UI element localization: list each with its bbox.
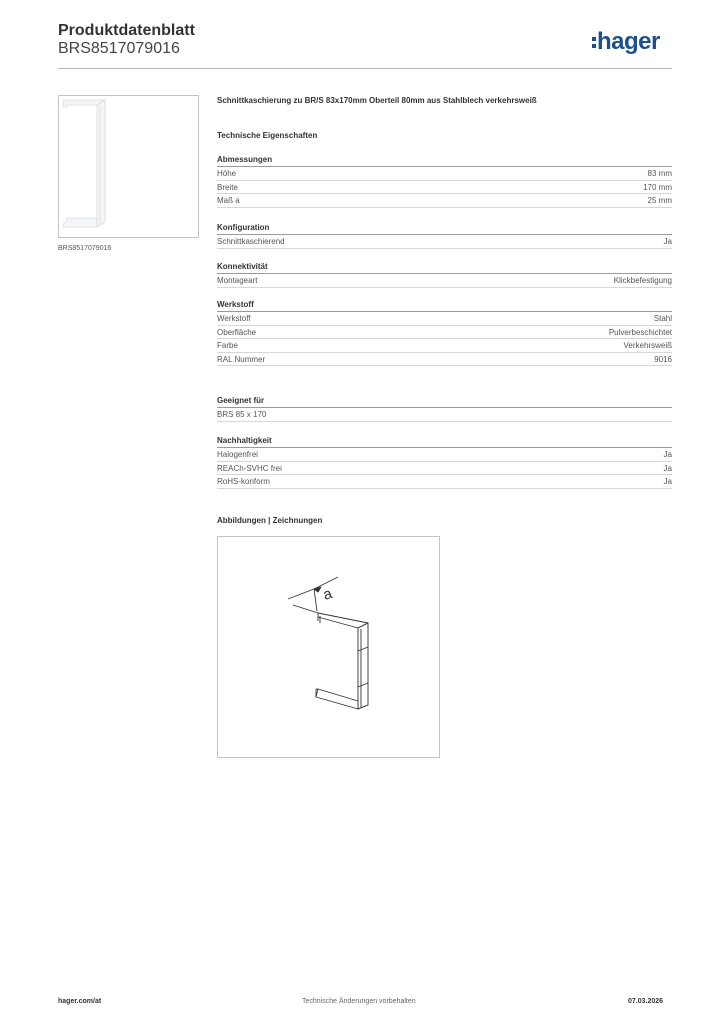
property-value: Klickbefestigung <box>613 276 672 285</box>
property-value: Verkehrsweiß <box>623 341 672 350</box>
section-title: Abmessungen <box>217 154 672 167</box>
property-row <box>217 353 672 367</box>
footer-notice: Technische Änderungen vorbehalten <box>302 998 416 1005</box>
properties-title: Technische Eigenschaften <box>217 131 318 140</box>
property-label: BRS 85 x 170 <box>217 410 267 419</box>
property-label: Farbe <box>217 341 238 350</box>
footer-date: 07.03.2026 <box>628 998 664 1005</box>
property-label: RAL Nummer <box>217 354 266 364</box>
property-value: 83 mm <box>647 169 672 178</box>
section-title: Konfiguration <box>217 222 672 235</box>
hager-logo <box>592 28 660 56</box>
property-value: 25 mm <box>647 196 672 205</box>
section-werkstoff <box>217 299 672 366</box>
product-description: Schnittkaschierung zu BR/S 83x170mm Oberteil 80mm aus Stahlblech verkehrsweiß <box>217 96 537 105</box>
document-title: Produktdatenblatt <box>58 22 195 39</box>
section-abmessungen <box>217 154 672 208</box>
property-row <box>217 181 672 195</box>
property-value: Ja <box>663 237 672 246</box>
section-title: Nachhaltigkeit <box>217 435 672 448</box>
section-nachhaltigkeit <box>217 435 672 489</box>
section-title: Werkstoff <box>217 299 672 312</box>
footer-website[interactable]: hager.com/at <box>58 998 102 1005</box>
property-row <box>217 462 672 476</box>
property-row <box>217 235 672 249</box>
property-row <box>217 312 672 326</box>
property-label: Oberfläche <box>217 327 257 337</box>
property-label: Breite <box>217 182 238 192</box>
property-label: Schnittkaschierend <box>217 237 285 246</box>
section-konfiguration <box>217 222 672 249</box>
property-value: Stahl <box>653 314 672 323</box>
property-row <box>217 274 672 288</box>
product-thumbnail <box>58 95 199 238</box>
property-row <box>217 194 672 208</box>
property-row <box>217 326 672 340</box>
property-label: Werkstoff <box>217 314 251 323</box>
section-title: Konnektivität <box>217 261 672 274</box>
product-image <box>59 96 198 237</box>
property-value: Ja <box>663 463 672 473</box>
property-value: 170 mm <box>643 182 672 192</box>
technical-drawing <box>217 536 440 758</box>
property-label: Höhe <box>217 169 237 178</box>
property-row <box>217 408 672 422</box>
dimension-label-a: a <box>320 585 335 604</box>
property-value: Ja <box>663 450 672 459</box>
logo-colon-icon <box>592 37 596 48</box>
logo-text: hager <box>597 28 660 55</box>
header-divider <box>58 68 672 69</box>
thumbnail-caption: BRS8517079016 <box>58 245 112 252</box>
property-label: Maß a <box>217 196 240 205</box>
property-label: Montageart <box>217 276 258 285</box>
property-row <box>217 448 672 462</box>
section-konnektivitaet <box>217 261 672 288</box>
section-geeignet-fuer <box>217 395 672 422</box>
property-row <box>217 167 672 181</box>
figures-title: Abbildungen | Zeichnungen <box>217 516 323 525</box>
section-title: Geeignet für <box>217 395 672 408</box>
article-number: BRS8517079016 <box>58 40 180 57</box>
property-label: REACh-SVHC frei <box>217 463 282 473</box>
property-row <box>217 475 672 489</box>
property-value: Ja <box>663 477 672 486</box>
property-label: RoHS-konform <box>217 477 270 486</box>
property-value: 9016 <box>654 354 672 364</box>
technical-drawing-svg <box>218 537 439 757</box>
property-value: Pulverbeschichtet <box>608 327 672 337</box>
property-label: Halogenfrei <box>217 450 258 459</box>
property-row <box>217 339 672 353</box>
